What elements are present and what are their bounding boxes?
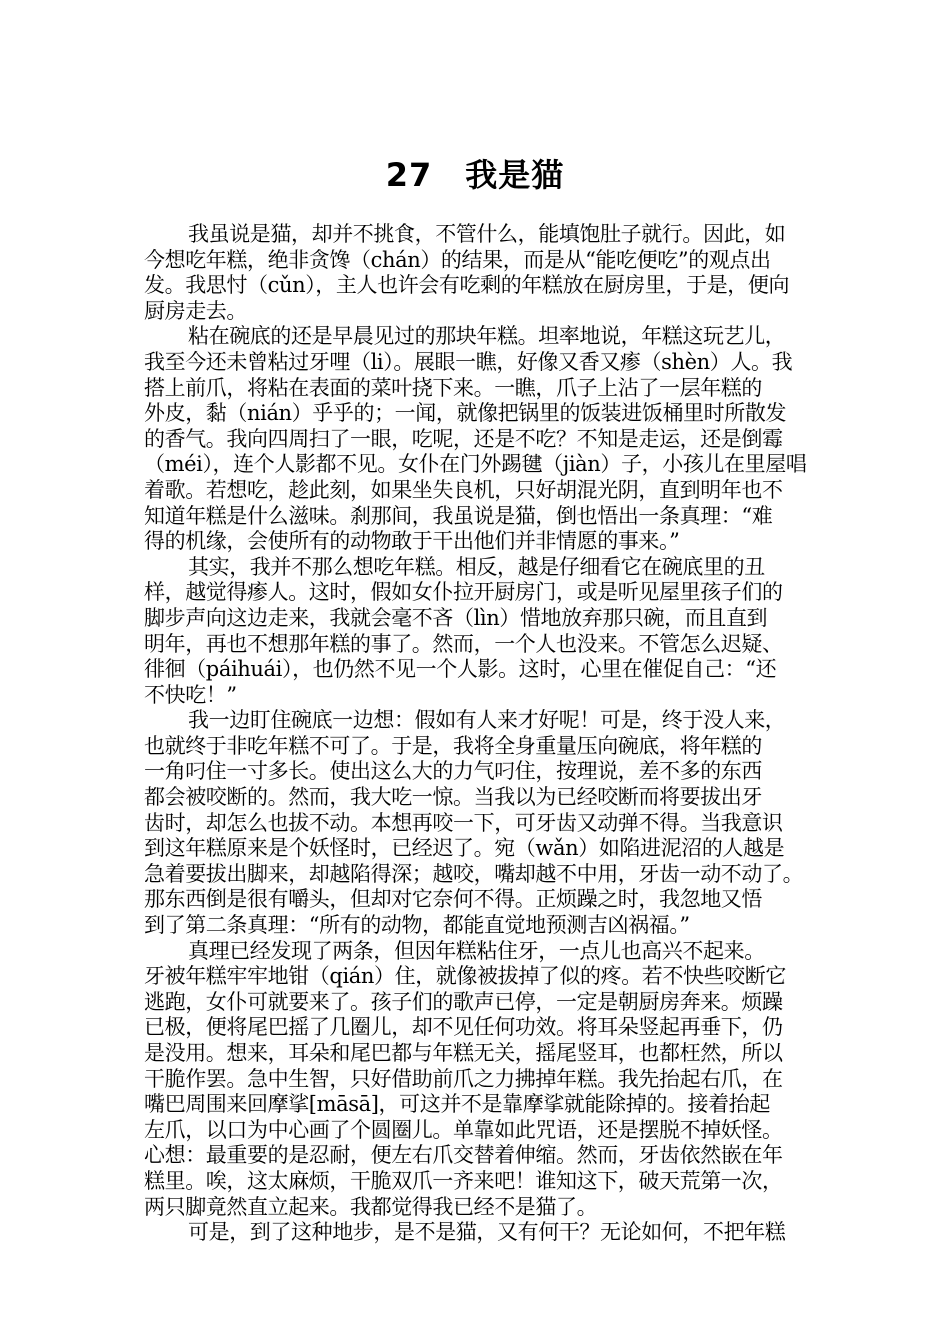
text-line: 已极，便将尾巴摇了几圈儿，却不见任何功效。将耳朵竖起再垂下，仍 [144, 1015, 783, 1040]
text-line: 搭上前爪，将粘在表面的菜叶挠下来。一瞧，爪子上沾了一层年糕的 [144, 375, 762, 400]
body-text [144, 222, 816, 1246]
text-line: 干脆作罢。急中生智，只好借助前爪之力拂掉年糕。我先抬起右爪，在 [144, 1066, 783, 1091]
text-line: 我虽说是猫，却并不挑食，不管什么，能填饱肚子就行。因此，如 [188, 222, 786, 246]
text-line: 粘在碗底的还是早晨见过的那块年糕。坦率地说，年糕这玩艺儿， [188, 324, 786, 349]
text-line: 左爪，以口为中心画了个圆圈儿。单靠如此咒语，还是摆脱不掉妖怪。 [144, 1117, 783, 1142]
text-line: 其实，我并不那么想吃年糕。相反，越是仔细看它在碗底里的丑 [188, 554, 765, 579]
text-line: 可是，到了这种地步，是不是猫，又有何干？无论如何，不把年糕 [188, 1220, 786, 1245]
text-line: 是没用。想来，耳朵和尾巴都与年糕无关，摇尾竖耳，也都枉然，所以 [144, 1041, 783, 1065]
text-line: 心想：最重要的是忍耐，便左右爪交替着伸缩。然而，牙齿依然嵌在年 [144, 1143, 783, 1168]
text-line: 着歌。若想吃，趁此刻，如果坐失良机，只好胡混光阴，直到明年也不 [144, 477, 783, 502]
text-line: 牙被年糕牢牢地钳（qián）住，就像被拔掉了似的疼。若不快些咬断它 [144, 964, 787, 989]
text-line: 外皮，黏（nián）乎乎的；一闻，就像把锅里的饭装进饭桶里时所散发 [144, 401, 787, 426]
text-line: 脚步声向这边走来，我就会毫不吝（lìn）惜地放弃那只碗，而且直到 [144, 605, 768, 630]
text-line: 齿时，却怎么也拔不动。本想再咬一下，可牙齿又动弹不得。当我意识 [144, 810, 783, 835]
text-line: 也就终于非吃年糕不可了。于是，我将全身重量压向碗底，将年糕的 [144, 733, 762, 758]
text-line: 到了第二条真理：“所有的动物，都能直觉地预测吉凶祸福。” [144, 913, 690, 938]
text-line: 知道年糕是什么滋味。刹那间，我虽说是猫，倒也悟出一条真理：“难 [144, 503, 773, 528]
text-line: （méi），连个人影都不见。女仆在门外踢毽（jiàn）子，小孩儿在里屋唱 [144, 452, 807, 477]
text-line: 徘徊（páihuái），也仍然不见一个人影。这时，心里在催促自己：“还 [144, 657, 777, 682]
text-line: 都会被咬断的。然而，我大吃一惊。当我以为已经咬断而将要拔出牙 [144, 785, 762, 810]
text-line: 嘴巴周围来回摩挲[māsā]，可这并不是靠摩挲就能除掉的。接着抬起 [144, 1092, 770, 1117]
text-line: 两只脚竟然直立起来。我都觉得我已经不是猫了。 [144, 1194, 598, 1219]
text-line: 逃跑，女仆可就要来了。孩子们的歌声已停，一定是朝厨房奔来。烦躁 [144, 989, 783, 1014]
text-line: 到这年糕原来是个妖怪时，已经迟了。宛（wǎn）如陷进泥沼的人越是 [144, 836, 785, 861]
page-title: 27 我是猫 [385, 156, 565, 194]
text-line: 我至今还未曾粘过牙哩（li）。展眼一瞧，好像又香又瘆（shèn）人。我 [144, 349, 793, 374]
text-line: 真理已经发现了两条，但因年糕粘住牙，一点儿也高兴不起来。 [188, 938, 765, 963]
text-line: 那东西倒是很有嚼头，但却对它奈何不得。正烦躁之时，我忽地又悟 [144, 887, 762, 912]
text-line: 急着要拔出脚来，却越陷得深；越咬，嘴却越不中用，牙齿一动不动了。 [144, 861, 804, 886]
text-line: 糕里。唉，这太麻烦，干脆双爪一齐来吧！谁知这下，破天荒第一次， [144, 1168, 783, 1193]
text-line: 不快吃！” [144, 682, 237, 707]
text-line: 发。我思忖（cǔn），主人也许会有吃剩的年糕放在厨房里，于是，便向 [144, 273, 790, 298]
text-line: 一角叼住一寸多长。使出这么大的力气叼住，按理说，差不多的东西 [144, 759, 762, 784]
text-line: 明年，再也不想那年糕的事了。然而，一个人也没来。不管怎么迟疑、 [144, 631, 783, 656]
text-line: 的香气。我向四周扫了一眼，吃呢，还是不吃？不知是走运，还是倒霉 [144, 426, 783, 451]
text-line: 今想吃年糕，绝非贪馋（chán）的结果，而是从“能吃便吃”的观点出 [144, 247, 771, 272]
text-line: 样，越觉得瘆人。这时，假如女仆拉开厨房门，或是听见屋里孩子们的 [144, 580, 783, 605]
text-line: 厨房走去。 [144, 298, 247, 323]
text-line: 得的机缘，会使所有的动物敢于干出他们并非情愿的事来。” [144, 529, 680, 554]
text-line: 我一边盯住碗底一边想：假如有人来才好呢！可是，终于没人来， [188, 708, 786, 733]
